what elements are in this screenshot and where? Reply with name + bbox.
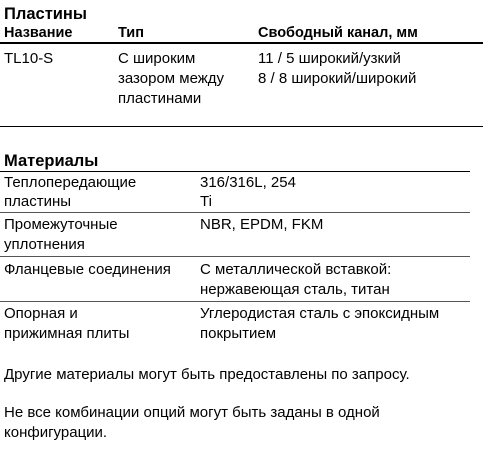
col-header-name: Название (4, 25, 73, 41)
material-value-4-line-1: Углеродистая сталь с эпоксидным (200, 305, 440, 322)
material-label-3-line-1: Фланцевые соединения (4, 261, 171, 278)
plate-type-line-2: зазором между (118, 70, 225, 87)
plate-type-line-3: пластинами (118, 90, 202, 107)
plate-channel-line-1: 11 / 5 широкий/узкий (258, 50, 401, 67)
materials-header-rule (0, 171, 470, 172)
header-rule (0, 42, 483, 44)
material-value-1-line-1: 316/316L, 254 (200, 174, 296, 191)
note-2-line-1: Не все комбинации опций могут быть заданы в одной (4, 404, 380, 421)
plate-channel-line-2: 8 / 8 широкий/широкий (258, 70, 417, 87)
plate-name: TL10-S (4, 50, 54, 67)
material-label-4-line-2: прижимная плиты (4, 325, 130, 342)
note-2-line-2: конфигурации. (4, 424, 108, 441)
row-divider-2 (0, 256, 470, 257)
materials-title: Материалы (4, 152, 99, 170)
material-value-4-line-2: покрытием (200, 325, 277, 342)
material-value-3-line-1: С металлической вставкой: (200, 261, 392, 278)
material-value-3-line-2: нержавеющая сталь, титан (200, 281, 390, 298)
row-divider-3 (0, 301, 470, 302)
material-label-4-line-1: Опорная и (4, 305, 78, 322)
material-label-1-line-1: Теплопередающие (4, 174, 137, 191)
col-header-channel: Свободный канал, мм (258, 25, 418, 41)
plates-title: Пластины (4, 5, 87, 23)
note-1: Другие материалы могут быть предоставлены по запросу. (4, 366, 410, 383)
plate-type-line-1: С широким (118, 50, 196, 67)
material-label-2-line-2: уплотнения (4, 236, 85, 253)
col-header-type: Тип (118, 25, 144, 41)
section-rule (0, 126, 483, 127)
material-label-1-line-2: пластины (4, 193, 72, 210)
material-value-2-line-1: NBR, EPDM, FKM (200, 216, 324, 233)
row-divider-1 (0, 212, 470, 213)
material-label-2-line-1: Промежуточные (4, 216, 118, 233)
material-value-1-line-2: Ti (200, 193, 212, 210)
